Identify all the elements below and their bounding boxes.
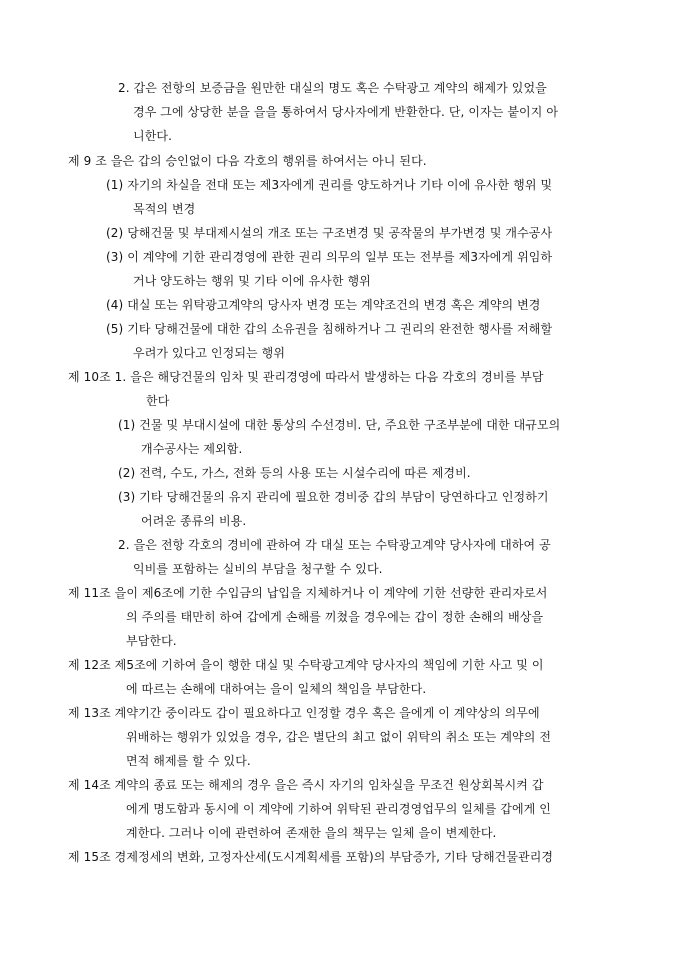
text-line: 2. 을은 전항 각호의 경비에 관하여 각 대실 또는 수탁광고계약 당사자에 대하여 공 [118, 538, 551, 552]
text-line: 계한다. 그러나 이에 관련하여 존재한 을의 책무는 일체 을이 변제한다. [126, 826, 497, 840]
text-line: (5) 기타 당해건물에 대한 갑의 소유권을 침해하거나 그 권리의 완전한 행사를 저해할 [106, 322, 553, 336]
text-line: (3) 이 계약에 기한 관리경영에 관한 권리 의무의 일부 또는 전부를 제3자에게 위임하 [106, 250, 553, 264]
text-line: (2) 전력, 수도, 가스, 전화 등의 사용 또는 시설수리에 따른 제경비. [118, 466, 471, 480]
text-line: (1) 건물 및 부대시설에 대한 통상의 수선경비. 단, 주요한 구조부분에 대한 대규모의 [118, 418, 561, 432]
article-13-heading: 제 13조 계약기간 중이라도 갑이 필요하다고 인정할 경우 혹은 을에게 이 계약상의 의무에 [68, 706, 540, 720]
text-line: (3) 기타 당해건물의 유지 관리에 필요한 경비중 갑의 부담이 당연하다고 인정하기 [118, 490, 549, 504]
text-line: 거나 양도하는 행위 및 기타 이에 유사한 행위 [133, 274, 371, 288]
article-12-heading: 제 12조 제5조에 기하여 을이 행한 대실 및 수탁광고계약 당사자의 책임에 기한 사고 및 이 [68, 658, 544, 672]
text-line: 2. 갑은 전항의 보증금을 원만한 대실의 명도 혹은 수탁광고 계약의 해제가 있었을 [118, 81, 547, 95]
text-line: (2) 당해건물 및 부대제시설의 개조 또는 구조변경 및 공작물의 부가변경 및 개수공사 [106, 226, 553, 240]
text-line: 익비를 포함하는 실비의 부담을 청구할 수 있다. [133, 562, 383, 576]
text-line: 부담한다. [126, 634, 177, 648]
text-line: 한다 [146, 394, 170, 408]
article-9-heading: 제 9 조 을은 갑의 승인없이 다음 각호의 행위를 하여서는 아니 된다. [68, 154, 427, 168]
text-line: 위배하는 행위가 있었을 경우, 갑은 별단의 최고 없이 위탁의 취소 또는 계약의 전 [126, 730, 552, 744]
text-line: 면적 해제를 할 수 있다. [126, 754, 251, 768]
text-line: (4) 대실 또는 위탁광고계약의 당사자 변경 또는 계약조건의 변경 혹은 계약의 변경 [106, 298, 541, 312]
text-line: (1) 자기의 차실을 전대 또는 제3자에게 권리를 양도하거나 기타 이에 유사한 행위 및 [106, 178, 553, 192]
text-line: 에 따르는 손해에 대하여는 을이 일체의 책임을 부담한다. [126, 682, 427, 696]
text-line: 우려가 있다고 인정되는 행위 [133, 346, 286, 360]
article-15-heading: 제 15조 경제정세의 변화, 고정자산세(도시계획세를 포함)의 부담증가, 기타 당해건물관리경 [68, 850, 554, 864]
text-line: 에게 명도함과 동시에 이 계약에 기하여 위탁된 관리경영업무의 일체를 갑에게 인 [126, 802, 551, 816]
article-14-heading: 제 14조 계약의 종료 또는 해제의 경우 을은 즉시 자기의 임차실을 무조건 원상회복시켜 갑 [68, 778, 544, 792]
text-line: 개수공사는 제외함. [141, 442, 243, 456]
article-10-heading: 제 10조 1. 을은 해당건물의 임차 및 관리경영에 따라서 발생하는 다음 각호의 경비를 부담 [68, 370, 544, 384]
text-line: 니한다. [133, 129, 172, 143]
article-11-heading: 제 11조 을이 제6조에 기한 수입금의 납입을 지체하거나 이 계약에 기한 선량한 관리자로서 [68, 586, 548, 600]
text-line: 의 주의를 태만히 하여 갑에게 손해를 끼쳤을 경우에는 갑이 정한 손해의 배상을 [126, 610, 544, 624]
text-line: 목적의 변경 [133, 202, 196, 216]
text-line: 어려운 종류의 비용. [141, 514, 247, 528]
text-line: 경우 그에 상당한 분을 을을 통하여서 당사자에게 반환한다. 단, 이자는 붙이지 아 [133, 105, 559, 119]
